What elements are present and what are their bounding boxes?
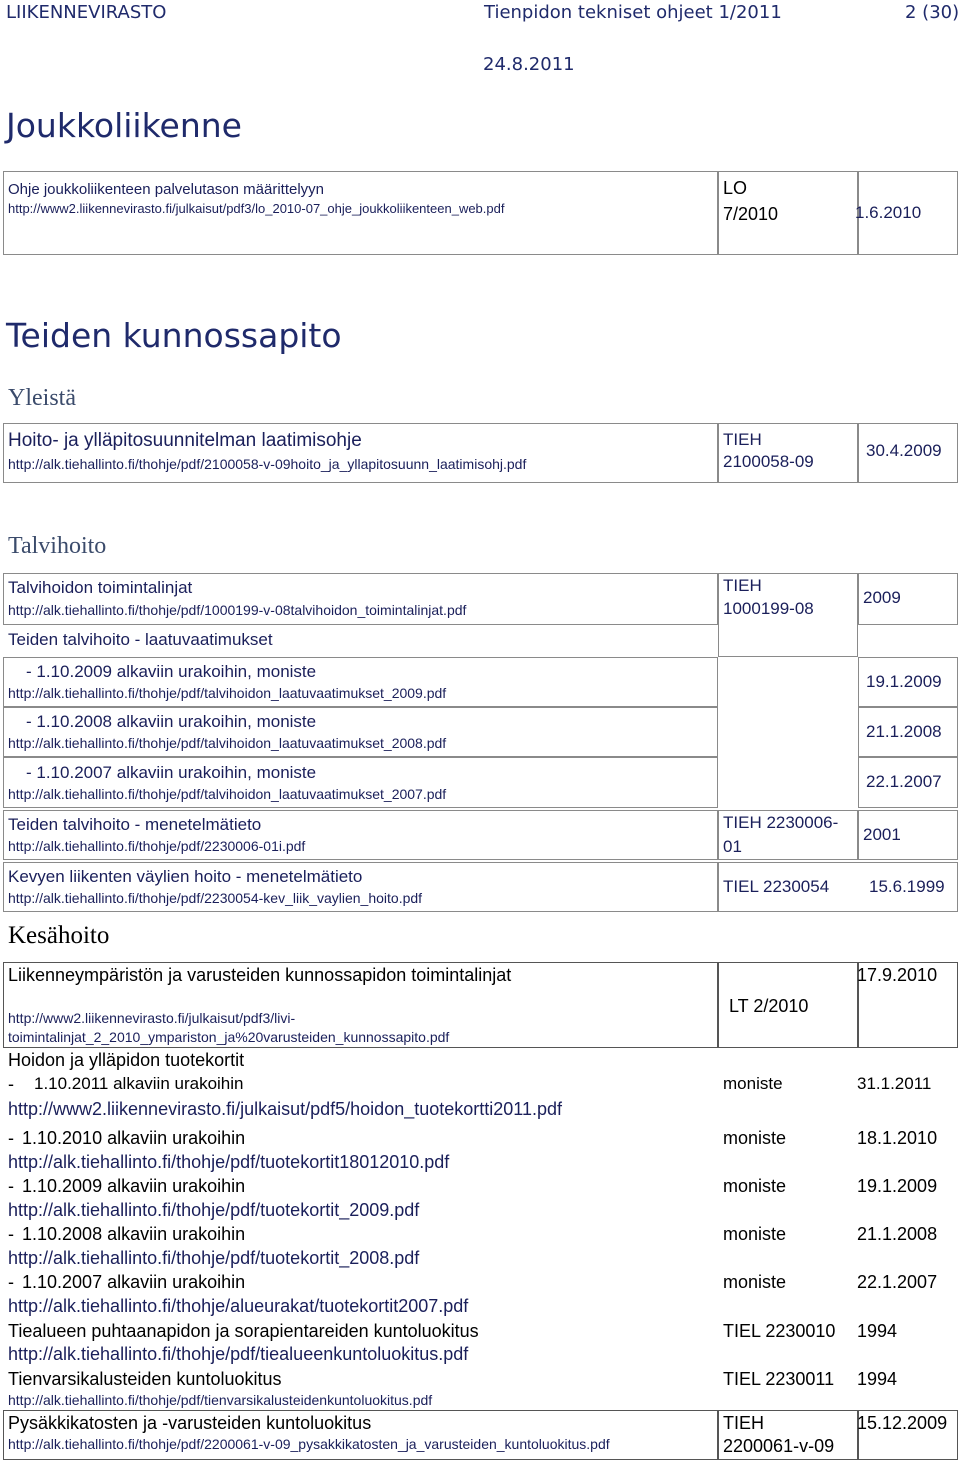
doc-link-line1[interactable]: http://www2.liikennevirasto.fi/julkaisut/pdf3/livi- — [8, 1010, 296, 1026]
subheading-kesahoito: Kesähoito — [8, 922, 110, 949]
doc-link[interactable]: http://alk.tiehallinto.fi/thohje/pdf/2230054-kev_liik_vaylien_hoito.pdf — [8, 890, 423, 906]
doc-title: Tiealueen puhtaanapidon ja sorapientareiden kuntoluokitus — [8, 1321, 479, 1341]
doc-link[interactable]: http://alk.tiehallinto.fi/thohje/pdf/tuotekortit18012010.pdf — [8, 1152, 450, 1172]
doc-code: LT 2/2010 — [729, 996, 809, 1016]
doc-date: 2009 — [863, 588, 901, 607]
doc-date: 19.1.2009 — [866, 672, 942, 691]
doc-link[interactable]: http://alk.tiehallinto.fi/thohje/pdf/tuotekortit_2009.pdf — [8, 1200, 420, 1220]
doc-code-number: 01 — [723, 837, 742, 856]
doc-title: Tienvarsikalusteiden kuntoluokitus — [8, 1369, 282, 1389]
doc-code-number: 2100058-09 — [723, 452, 814, 471]
doc-link[interactable]: http://www2.liikennevirasto.fi/julkaisut/pdf3/lo_2010-07_ohje_joukkoliikenteen_web.pdf — [8, 201, 505, 216]
list-dash: - — [8, 1224, 14, 1244]
doc-link[interactable]: http://alk.tiehallinto.fi/thohje/pdf/talvihoidon_laatuvaatimukset_2007.pdf — [8, 786, 447, 802]
doc-date: 1994 — [857, 1321, 898, 1341]
list-dash: - — [8, 1128, 14, 1148]
doc-date: 17.9.2010 — [857, 965, 938, 985]
doc-link[interactable]: http://alk.tiehallinto.fi/thohje/alueurakat/tuotekortit2007.pdf — [8, 1296, 469, 1316]
header-org: LIIKENNEVIRASTO — [6, 2, 167, 23]
doc-date: 1994 — [857, 1369, 898, 1389]
doc-title: 1.10.2008 alkaviin urakoihin — [22, 1224, 246, 1244]
doc-date: 19.1.2009 — [857, 1176, 938, 1196]
doc-link[interactable]: http://alk.tiehallinto.fi/thohje/pdf/tuotekortit_2008.pdf — [8, 1248, 420, 1268]
doc-link[interactable]: http://alk.tiehallinto.fi/thohje/pdf/tienvarsikalusteidenkuntoluokitus.pdf — [8, 1392, 433, 1408]
list-dash: - — [8, 1176, 14, 1196]
doc-code: LO — [723, 178, 748, 198]
doc-code: moniste — [723, 1272, 787, 1292]
doc-date: 2001 — [863, 825, 901, 844]
doc-date: 15.6.1999 — [869, 877, 945, 896]
doc-code-number: 7/2010 — [723, 204, 779, 224]
doc-title: Hoito- ja ylläpitosuunnitelman laatimisohje — [8, 430, 362, 451]
doc-date: 15.12.2009 — [857, 1413, 948, 1433]
doc-date: 31.1.2011 — [857, 1074, 932, 1093]
doc-date: 18.1.2010 — [857, 1128, 938, 1148]
doc-code: TIEH — [723, 1413, 765, 1433]
doc-title: Ohje joukkoliikenteen palvelutason määrittelyyn — [8, 181, 325, 198]
doc-title: Kevyen liikenten väylien hoito - menetelmätieto — [8, 867, 363, 886]
doc-title: Talvihoidon toimintalinjat — [8, 578, 193, 597]
doc-code: TIEL 2230010 — [723, 1321, 836, 1341]
doc-date: 21.1.2008 — [866, 722, 942, 741]
section-heading-kunnossapito: Teiden kunnossapito — [6, 316, 342, 355]
header-date: 24.8.2011 — [483, 54, 575, 75]
doc-title: - 1.10.2007 alkaviin urakoihin, moniste — [26, 763, 317, 782]
doc-link[interactable]: http://alk.tiehallinto.fi/thohje/pdf/1000199-v-08talvihoidon_toimintalinjat.pdf — [8, 602, 467, 618]
doc-link[interactable]: http://alk.tiehallinto.fi/thohje/pdf/talvihoidon_laatuvaatimukset_2008.pdf — [8, 735, 447, 751]
doc-date: 21.1.2008 — [857, 1224, 938, 1244]
doc-title: 1.10.2007 alkaviin urakoihin — [22, 1272, 246, 1292]
doc-title: Pysäkkikatosten ja -varusteiden kuntoluokitus — [8, 1413, 372, 1433]
list-heading-tuotekortit: Hoidon ja ylläpidon tuotekortit — [8, 1050, 245, 1070]
doc-link[interactable]: http://alk.tiehallinto.fi/thohje/pdf/talvihoidon_laatuvaatimukset_2009.pdf — [8, 685, 447, 701]
subheading-yleista: Yleistä — [8, 385, 76, 411]
doc-link[interactable]: http://alk.tiehallinto.fi/thohje/pdf/tiealueenkuntoluokitus.pdf — [8, 1344, 469, 1364]
doc-title: 1.10.2010 alkaviin urakoihin — [22, 1128, 246, 1148]
doc-code: TIEH — [723, 430, 762, 449]
doc-code: moniste — [723, 1128, 787, 1148]
doc-code: TIEH — [723, 576, 762, 595]
doc-link[interactable]: http://alk.tiehallinto.fi/thohje/pdf/2230006-01i.pdf — [8, 838, 306, 854]
doc-date: 22.1.2007 — [866, 772, 942, 791]
doc-title: - 1.10.2009 alkaviin urakoihin, moniste — [26, 662, 317, 681]
header-series: Tienpidon tekniset ohjeet 1/2011 — [484, 2, 782, 23]
doc-link[interactable]: http://alk.tiehallinto.fi/thohje/pdf/2100058-v-09hoito_ja_yllapitosuunn_laatimisohj.pdf — [8, 456, 527, 472]
list-dash: - — [8, 1074, 14, 1094]
doc-title: - 1.10.2008 alkaviin urakoihin, moniste — [26, 712, 317, 731]
doc-link[interactable]: http://alk.tiehallinto.fi/thohje/pdf/2200061-v-09_pysakkikatosten_ja_varusteiden_kuntoluokitus.pdf — [8, 1436, 610, 1452]
header-page-number: 2 (30) — [905, 2, 960, 23]
doc-code-number: 2200061-v-09 — [723, 1436, 835, 1456]
doc-date: 22.1.2007 — [857, 1272, 938, 1292]
doc-code: moniste — [723, 1224, 787, 1244]
doc-title: 1.10.2011 alkaviin urakoihin — [34, 1074, 244, 1093]
doc-code: TIEL 2230054 — [723, 877, 830, 896]
doc-code: TIEL 2230011 — [723, 1369, 835, 1389]
list-dash: - — [8, 1272, 14, 1292]
doc-link-line2[interactable]: toimintalinjat_2_2010_ympariston_ja%20varusteiden_kunnossapito.pdf — [8, 1029, 450, 1045]
subheading-talvihoito: Talvihoito — [8, 533, 107, 559]
doc-code: moniste — [723, 1074, 783, 1093]
doc-link[interactable]: http://www2.liikennevirasto.fi/julkaisut/pdf5/hoidon_tuotekortti2011.pdf — [8, 1099, 562, 1119]
doc-code: moniste — [723, 1176, 787, 1196]
list-heading-laatuvaatimukset: Teiden talvihoito - laatuvaatimukset — [8, 630, 273, 649]
doc-date: 30.4.2009 — [866, 441, 942, 460]
section-heading-joukkoliikenne: Joukkoliikenne — [6, 106, 242, 145]
doc-date: 1.6.2010 — [855, 203, 922, 222]
doc-code: TIEH 2230006- — [723, 813, 839, 832]
doc-title: Liikenneympäristön ja varusteiden kunnossapidon toimintalinjat — [8, 965, 512, 985]
doc-title: 1.10.2009 alkaviin urakoihin — [22, 1176, 246, 1196]
doc-code-number: 1000199-08 — [723, 599, 814, 618]
doc-title: Teiden talvihoito - menetelmätieto — [8, 815, 262, 834]
